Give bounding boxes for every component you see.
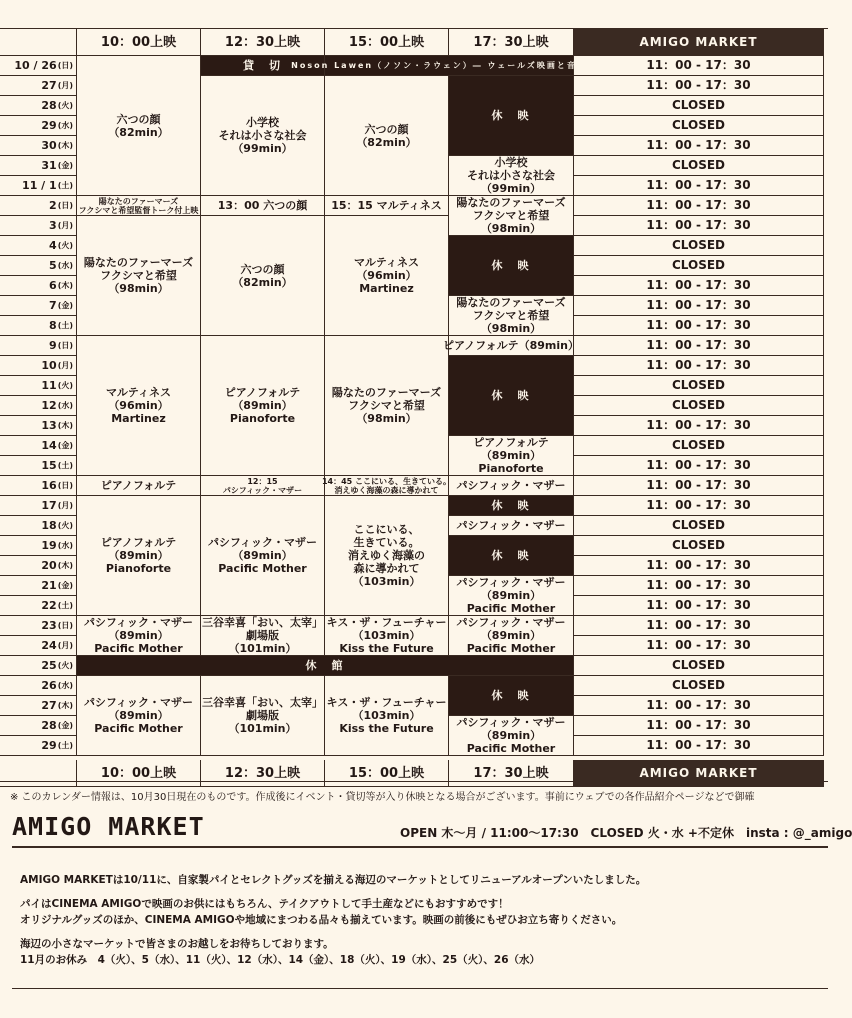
cell-line: 12：15 bbox=[247, 476, 278, 486]
date-number: 29 bbox=[41, 739, 57, 752]
cell-line: Pianoforte bbox=[105, 562, 172, 575]
market-hours-cell: CLOSED bbox=[574, 256, 824, 276]
market-hours-cell: 11：00 - 17：30 bbox=[574, 196, 824, 216]
cell-line: 劇場版 bbox=[246, 709, 279, 722]
market-welcome-text: 海辺の小さなマーケットで皆さまのお越しをお待ちしております。 bbox=[20, 938, 334, 950]
weekday: (水) bbox=[57, 541, 73, 550]
screening-block bbox=[449, 296, 574, 336]
market-pie-text: パイはCINEMA AMIGOで映画のお供にはもちろん、テイクアウトして手土産などにもおすすめです！ bbox=[20, 898, 509, 910]
cell-line: Martinez bbox=[111, 412, 166, 425]
cell-line: （82min） bbox=[232, 275, 293, 289]
cell-line: （89min） bbox=[108, 549, 169, 562]
date-number: 28 bbox=[41, 719, 57, 732]
header-blank bbox=[0, 760, 77, 787]
date-cell bbox=[0, 676, 77, 696]
screening-block bbox=[201, 336, 325, 476]
cell-line: 13：00 六つの顔 bbox=[217, 199, 308, 212]
date-cell bbox=[0, 136, 77, 156]
cell-line: パシフィック・マザー bbox=[207, 536, 318, 549]
date-cell bbox=[0, 56, 77, 76]
cell-line: （82min） bbox=[108, 125, 169, 139]
cell-line: キス・ザ・フューチャー bbox=[326, 696, 447, 709]
market-hours-cell: 11：00 - 17：30 bbox=[574, 316, 824, 336]
cell-line: （89min） bbox=[108, 709, 169, 722]
cell-line: （103min） bbox=[352, 709, 421, 722]
date-cell bbox=[0, 656, 77, 676]
market-hours-cell: 11：00 - 17：30 bbox=[574, 576, 824, 596]
market-hours-cell: CLOSED bbox=[574, 376, 824, 396]
date-number: 13 bbox=[41, 419, 57, 432]
screening-block bbox=[449, 156, 574, 196]
screening-block bbox=[201, 496, 325, 616]
closed-block bbox=[449, 536, 574, 576]
date-number: 27 bbox=[41, 79, 57, 92]
date-cell bbox=[0, 476, 77, 496]
date-cell bbox=[0, 436, 77, 456]
cell-line: （89min） bbox=[480, 449, 542, 462]
cell-line: 陽なたのファーマーズ bbox=[456, 296, 566, 309]
market-hours-cell: CLOSED bbox=[574, 396, 824, 416]
calendar-note: ※ このカレンダー情報は、10月30日現在のものです。作成後にイベント・貸切等が入り休映となる場合がございます。事前にウェブでの各作品紹介ページなどで御確 bbox=[10, 792, 755, 803]
date-number: 10 bbox=[41, 359, 57, 372]
market-hours-cell: CLOSED bbox=[574, 156, 824, 176]
date-cell bbox=[0, 516, 77, 536]
weekday: (水) bbox=[57, 261, 73, 270]
date-cell bbox=[0, 76, 77, 96]
market-header: AMIGO MARKET bbox=[574, 760, 824, 787]
cell-line: フクシマと希望 bbox=[100, 269, 177, 282]
cell-line: （101min） bbox=[228, 722, 297, 735]
cell-line: 休 映 bbox=[491, 689, 531, 702]
footer-divider-bottom bbox=[12, 988, 828, 989]
header-blank bbox=[0, 29, 77, 56]
cell-line: 休 映 bbox=[491, 549, 531, 562]
market-hours-cell: 11：00 - 17：30 bbox=[574, 596, 824, 616]
date-number: 5 bbox=[49, 259, 57, 272]
cell-line: フクシマと希望 bbox=[472, 209, 550, 222]
cell-line: 生きている。 bbox=[353, 536, 420, 549]
cell-line: 劇場版 bbox=[246, 629, 279, 642]
showtime-header: 15：00上映 bbox=[325, 760, 449, 787]
cell-line: （89min） bbox=[480, 589, 542, 602]
screening-block bbox=[449, 716, 574, 756]
amigo-market-logo: AMIGO MARKET bbox=[12, 812, 205, 841]
market-hours-cell: 11：00 - 17：30 bbox=[574, 296, 824, 316]
screening-block bbox=[325, 496, 449, 616]
screening-block bbox=[201, 676, 325, 756]
date-cell bbox=[0, 596, 77, 616]
weekday: (木) bbox=[57, 141, 73, 150]
cell-line: キス・ザ・フューチャー bbox=[326, 616, 447, 629]
date-number: 29 bbox=[41, 119, 57, 132]
cell-line: マルティネス bbox=[353, 256, 420, 269]
screening-block bbox=[321, 476, 452, 496]
screening-block bbox=[325, 196, 449, 216]
date-cell bbox=[0, 536, 77, 556]
cell-line: 休 映 bbox=[491, 259, 531, 272]
cell-line: 休 映 bbox=[491, 499, 531, 512]
cell-line: Pacific Mother bbox=[466, 602, 556, 615]
screening-block bbox=[449, 476, 574, 496]
cell-line: （89min） bbox=[232, 399, 293, 412]
screening-block bbox=[201, 216, 325, 336]
date-number: 30 bbox=[41, 139, 57, 152]
cell-line: （98min） bbox=[108, 282, 169, 295]
market-hours-cell: 11：00 - 17：30 bbox=[574, 456, 824, 476]
november-holidays: 11月のお休み 4（火）、5（水）、11（火）、12（水）、14（金）、18（火）、19（水）、25（火）、26（水） bbox=[20, 954, 541, 966]
cell-line: 森に導かれて bbox=[353, 562, 420, 575]
cell-line: （89min） bbox=[232, 549, 293, 562]
date-cell bbox=[0, 156, 77, 176]
weekday: (水) bbox=[57, 401, 73, 410]
weekday: (月) bbox=[57, 81, 73, 90]
weekday: (土) bbox=[57, 461, 73, 470]
date-number: 26 bbox=[41, 679, 57, 692]
cell-line: 六つの顔 bbox=[240, 262, 285, 276]
market-hours-cell: 11：00 - 17：30 bbox=[574, 616, 824, 636]
weekday: (火) bbox=[57, 521, 73, 530]
cell-line: 休 映 bbox=[491, 109, 531, 122]
date-cell bbox=[0, 556, 77, 576]
showtime-header: 12：30上映 bbox=[201, 760, 325, 787]
cell-line: Pacific Mother bbox=[218, 562, 307, 575]
weekday: (木) bbox=[57, 421, 73, 430]
cell-line: フクシマと希望監督トーク付上映 bbox=[78, 205, 199, 215]
date-number: 16 bbox=[41, 479, 57, 492]
screening-block bbox=[77, 56, 201, 196]
weekday: (金) bbox=[57, 301, 73, 310]
cell-line: （103min） bbox=[352, 629, 421, 642]
weekday: (土) bbox=[57, 601, 73, 610]
screening-block bbox=[77, 196, 201, 216]
cell-line: Pacific Mother bbox=[466, 742, 556, 755]
weekday: (日) bbox=[57, 341, 73, 350]
weekday: (火) bbox=[57, 661, 73, 670]
date-cell bbox=[0, 356, 77, 376]
screening-block bbox=[77, 616, 201, 656]
screening-block bbox=[77, 676, 201, 756]
screening-block bbox=[201, 476, 325, 496]
date-number: 10 / 26 bbox=[14, 59, 57, 72]
date-cell bbox=[0, 636, 77, 656]
date-number: 11 bbox=[41, 379, 57, 392]
market-hours-cell: CLOSED bbox=[574, 536, 824, 556]
date-number: 6 bbox=[49, 279, 57, 292]
cell-line: 六つの顔 bbox=[364, 122, 409, 136]
cell-line: ピアノフォルテ bbox=[100, 479, 177, 492]
cell-line: ピアノフォルテ（89min） bbox=[443, 339, 579, 352]
weekday: (火) bbox=[57, 101, 73, 110]
screening-block bbox=[201, 196, 325, 216]
cell-line: 15：15 マルティネス bbox=[331, 199, 442, 212]
screening-block bbox=[201, 616, 325, 656]
date-cell bbox=[0, 716, 77, 736]
weekday: (水) bbox=[57, 121, 73, 130]
market-hours-cell: 11：00 - 17：30 bbox=[574, 736, 824, 756]
date-cell bbox=[0, 376, 77, 396]
date-cell bbox=[0, 296, 77, 316]
screening-block bbox=[201, 76, 325, 196]
weekday: (日) bbox=[57, 61, 73, 70]
cell-line: Pacific Mother bbox=[466, 642, 556, 655]
date-cell bbox=[0, 576, 77, 596]
cell-line: 小学校 bbox=[246, 116, 279, 129]
market-hours-cell: 11：00 - 17：30 bbox=[574, 56, 824, 76]
cell-line: （82min） bbox=[356, 135, 417, 149]
date-cell bbox=[0, 176, 77, 196]
cell-line: 消えゆく海藻の森に導かれて bbox=[334, 485, 439, 495]
date-cell bbox=[0, 496, 77, 516]
market-open-info: OPEN 木～月 / 11:00～17:30 CLOSED 火・水 +不定休 insta : @_amigo bbox=[400, 826, 852, 840]
date-number: 18 bbox=[41, 519, 57, 532]
cell-line: （98min） bbox=[480, 322, 542, 335]
cell-line: 休 映 bbox=[491, 389, 531, 402]
weekday: (土) bbox=[57, 741, 73, 750]
date-number: 17 bbox=[41, 499, 57, 512]
date-cell bbox=[0, 416, 77, 436]
screening-block bbox=[325, 676, 449, 756]
market-hours-cell: 11：00 - 17：30 bbox=[574, 556, 824, 576]
date-number: 8 bbox=[49, 319, 57, 332]
market-hours-cell: CLOSED bbox=[574, 436, 824, 456]
cell-line: 陽なたのファーマーズ bbox=[83, 256, 194, 269]
weekday: (土) bbox=[57, 181, 73, 190]
date-number: 12 bbox=[41, 399, 57, 412]
weekday: (月) bbox=[57, 221, 73, 230]
screening-block bbox=[449, 436, 574, 476]
weekday: (木) bbox=[57, 281, 73, 290]
cell-line: （99min） bbox=[232, 142, 293, 155]
date-number: 31 bbox=[41, 159, 57, 172]
weekday: (月) bbox=[57, 361, 73, 370]
cell-line: マルティネス bbox=[105, 386, 172, 399]
market-hours-cell: 11：00 - 17：30 bbox=[574, 696, 824, 716]
cell-line: パシフィック・マザー bbox=[456, 576, 566, 589]
screening-block bbox=[325, 76, 449, 196]
weekday: (土) bbox=[57, 321, 73, 330]
cell-line: （89min） bbox=[480, 629, 542, 642]
cell-line: （103min） bbox=[352, 575, 421, 588]
market-header: AMIGO MARKET bbox=[574, 29, 824, 56]
cell-line: 三谷幸喜「おい、太宰」 bbox=[202, 616, 323, 629]
screening-block bbox=[77, 496, 201, 616]
date-number: 20 bbox=[41, 559, 57, 572]
date-number: 11 / 1 bbox=[22, 179, 57, 192]
cell-line: 陽なたのファーマーズ bbox=[456, 196, 566, 209]
market-hours-cell: 11：00 - 17：30 bbox=[574, 136, 824, 156]
cell-line: （89min） bbox=[108, 629, 169, 642]
cell-line: Pianoforte bbox=[478, 462, 544, 475]
showtime-header: 12：30上映 bbox=[201, 29, 325, 56]
date-number: 25 bbox=[41, 659, 57, 672]
cell-line: フクシマと希望 bbox=[348, 399, 425, 412]
market-hours-cell: CLOSED bbox=[574, 96, 824, 116]
cell-line: パシフィック・マザー bbox=[83, 696, 194, 709]
cell-line: それは小さな社会 bbox=[467, 169, 555, 182]
market-hours-cell: 11：00 - 17：30 bbox=[574, 176, 824, 196]
date-cell bbox=[0, 256, 77, 276]
date-cell bbox=[0, 616, 77, 636]
screening-block bbox=[325, 616, 449, 656]
cell-line: （98min） bbox=[356, 412, 417, 425]
closed-block bbox=[77, 656, 574, 676]
cell-line: パシフィック・マザー bbox=[456, 519, 566, 532]
closed-block bbox=[291, 56, 607, 76]
date-number: 24 bbox=[41, 639, 57, 652]
date-cell bbox=[0, 216, 77, 236]
date-number: 27 bbox=[41, 699, 57, 712]
weekday: (月) bbox=[57, 501, 73, 510]
weekday: (木) bbox=[57, 701, 73, 710]
market-hours-cell: 11：00 - 17：30 bbox=[574, 496, 824, 516]
market-hours-cell: CLOSED bbox=[574, 656, 824, 676]
cell-line: パシフィック・マザー bbox=[456, 616, 566, 629]
cell-line: （99min） bbox=[480, 182, 542, 195]
cell-line: （98min） bbox=[480, 222, 542, 235]
market-hours-cell: 11：00 - 17：30 bbox=[574, 416, 824, 436]
date-cell bbox=[0, 696, 77, 716]
closed-block bbox=[449, 496, 574, 516]
weekday: (日) bbox=[57, 621, 73, 630]
weekday: (日) bbox=[57, 201, 73, 210]
footer-divider-top bbox=[12, 846, 828, 848]
cell-line: フクシマと希望 bbox=[472, 309, 550, 322]
cell-line: （89min） bbox=[480, 729, 542, 742]
market-hours-cell: CLOSED bbox=[574, 516, 824, 536]
date-cell bbox=[0, 336, 77, 356]
cell-line: パシフィック・マザー bbox=[456, 479, 566, 492]
weekday: (木) bbox=[57, 561, 73, 570]
market-hours-cell: 11：00 - 17：30 bbox=[574, 76, 824, 96]
cell-line: Martinez bbox=[359, 282, 414, 295]
market-hours-cell: 11：00 - 17：30 bbox=[574, 356, 824, 376]
cell-line: Pacific Mother bbox=[94, 642, 183, 655]
date-number: 4 bbox=[49, 239, 57, 252]
date-number: 14 bbox=[41, 439, 57, 452]
screening-block bbox=[325, 336, 449, 476]
weekday: (日) bbox=[57, 481, 73, 490]
showtime-header: 17：30上映 bbox=[449, 29, 574, 56]
weekday: (金) bbox=[57, 721, 73, 730]
date-cell bbox=[0, 276, 77, 296]
market-hours-cell: 11：00 - 17：30 bbox=[574, 336, 824, 356]
cell-line: パシフィック・マザー bbox=[83, 616, 194, 629]
screening-block bbox=[449, 616, 574, 656]
market-hours-cell: 11：00 - 17：30 bbox=[574, 636, 824, 656]
weekday: (金) bbox=[57, 581, 73, 590]
screening-block bbox=[449, 576, 574, 616]
closed-block bbox=[449, 676, 574, 716]
weekday: (金) bbox=[57, 161, 73, 170]
cell-line: それは小さな社会 bbox=[218, 129, 307, 142]
market-hours-cell: 11：00 - 17：30 bbox=[574, 476, 824, 496]
date-cell bbox=[0, 116, 77, 136]
cell-line: 休 館 bbox=[305, 659, 345, 672]
screening-block bbox=[449, 516, 574, 536]
date-cell bbox=[0, 396, 77, 416]
date-cell bbox=[0, 196, 77, 216]
cell-line: 消えゆく海藻の bbox=[348, 549, 425, 562]
screening-block bbox=[77, 476, 201, 496]
date-number: 3 bbox=[49, 219, 57, 232]
cell-line: ピアノフォルテ bbox=[473, 436, 549, 449]
cell-line: （96min） bbox=[356, 269, 417, 282]
date-number: 19 bbox=[41, 539, 57, 552]
screening-block bbox=[449, 196, 574, 236]
cell-line: ここにいる、 bbox=[353, 523, 420, 536]
showtime-header: 15：00上映 bbox=[325, 29, 449, 56]
market-hours-cell: 11：00 - 17：30 bbox=[574, 216, 824, 236]
cell-line: （96min） bbox=[108, 399, 169, 412]
cell-line: パシフィック・マザー bbox=[222, 485, 303, 495]
cell-line: Pacific Mother bbox=[94, 722, 183, 735]
screening-block bbox=[325, 216, 449, 336]
cell-line: 貸 切 bbox=[243, 59, 282, 72]
date-number: 23 bbox=[41, 619, 57, 632]
weekday: (火) bbox=[57, 381, 73, 390]
screening-block bbox=[77, 216, 201, 336]
market-hours-cell: CLOSED bbox=[574, 116, 824, 136]
cell-line: Kiss the Future bbox=[339, 722, 434, 735]
date-number: 22 bbox=[41, 599, 57, 612]
date-cell bbox=[0, 316, 77, 336]
closed-block bbox=[449, 76, 574, 156]
market-hours-cell: 11：00 - 17：30 bbox=[574, 716, 824, 736]
market-goods-text: オリジナルグッズのほか、CINEMA AMIGOや地域にまつわる品々も揃えています。映画の前後にもぜひお立ち寄りください。 bbox=[20, 914, 623, 926]
date-number: 7 bbox=[49, 299, 57, 312]
closed-block bbox=[449, 236, 574, 296]
showtime-header: 17：30上映 bbox=[449, 760, 574, 787]
cell-line: 陽なたのファーマーズ bbox=[98, 196, 179, 206]
market-hours-cell: CLOSED bbox=[574, 236, 824, 256]
cell-line: 14：45 ここにいる、生きている。 bbox=[321, 476, 452, 486]
cell-line: 六つの顔 bbox=[116, 112, 161, 126]
cell-line: 三谷幸喜「おい、太宰」 bbox=[202, 696, 323, 709]
cell-line: 小学校 bbox=[494, 156, 528, 169]
cell-line: Kiss the Future bbox=[339, 642, 434, 655]
market-hours-cell: CLOSED bbox=[574, 676, 824, 696]
cell-line: ピアノフォルテ bbox=[100, 536, 177, 549]
cell-line: パシフィック・マザー bbox=[456, 716, 566, 729]
date-number: 21 bbox=[41, 579, 57, 592]
weekday: (月) bbox=[57, 641, 73, 650]
cell-line: Pianoforte bbox=[229, 412, 296, 425]
screening-block bbox=[443, 336, 579, 356]
cell-line: （101min） bbox=[228, 642, 297, 655]
weekday: (火) bbox=[57, 241, 73, 250]
market-hours-cell: 11：00 - 17：30 bbox=[574, 276, 824, 296]
weekday: (金) bbox=[57, 441, 73, 450]
date-number: 9 bbox=[49, 339, 57, 352]
date-number: 28 bbox=[41, 99, 57, 112]
date-number: 2 bbox=[49, 199, 57, 212]
date-cell bbox=[0, 96, 77, 116]
date-cell bbox=[0, 456, 77, 476]
showtime-header: 10：00上映 bbox=[77, 29, 201, 56]
screening-block bbox=[77, 336, 201, 476]
cell-line: ピアノフォルテ bbox=[224, 386, 301, 399]
weekday: (水) bbox=[57, 681, 73, 690]
cell-line: 陽なたのファーマーズ bbox=[331, 386, 442, 399]
date-cell bbox=[0, 236, 77, 256]
closed-block bbox=[449, 356, 574, 436]
date-cell bbox=[0, 736, 77, 756]
market-intro: AMIGO MARKETは10/11に、自家製パイとセレクトグッズを揃える海辺のマーケットとしてリニューアルオープンいたしました。 bbox=[20, 874, 647, 886]
date-number: 15 bbox=[41, 459, 57, 472]
showtime-header: 10：00上映 bbox=[77, 760, 201, 787]
cell-line: Noson Lawen（ノソン・ラウェン）― ウェールズ映画と音の調べ bbox=[291, 61, 607, 70]
